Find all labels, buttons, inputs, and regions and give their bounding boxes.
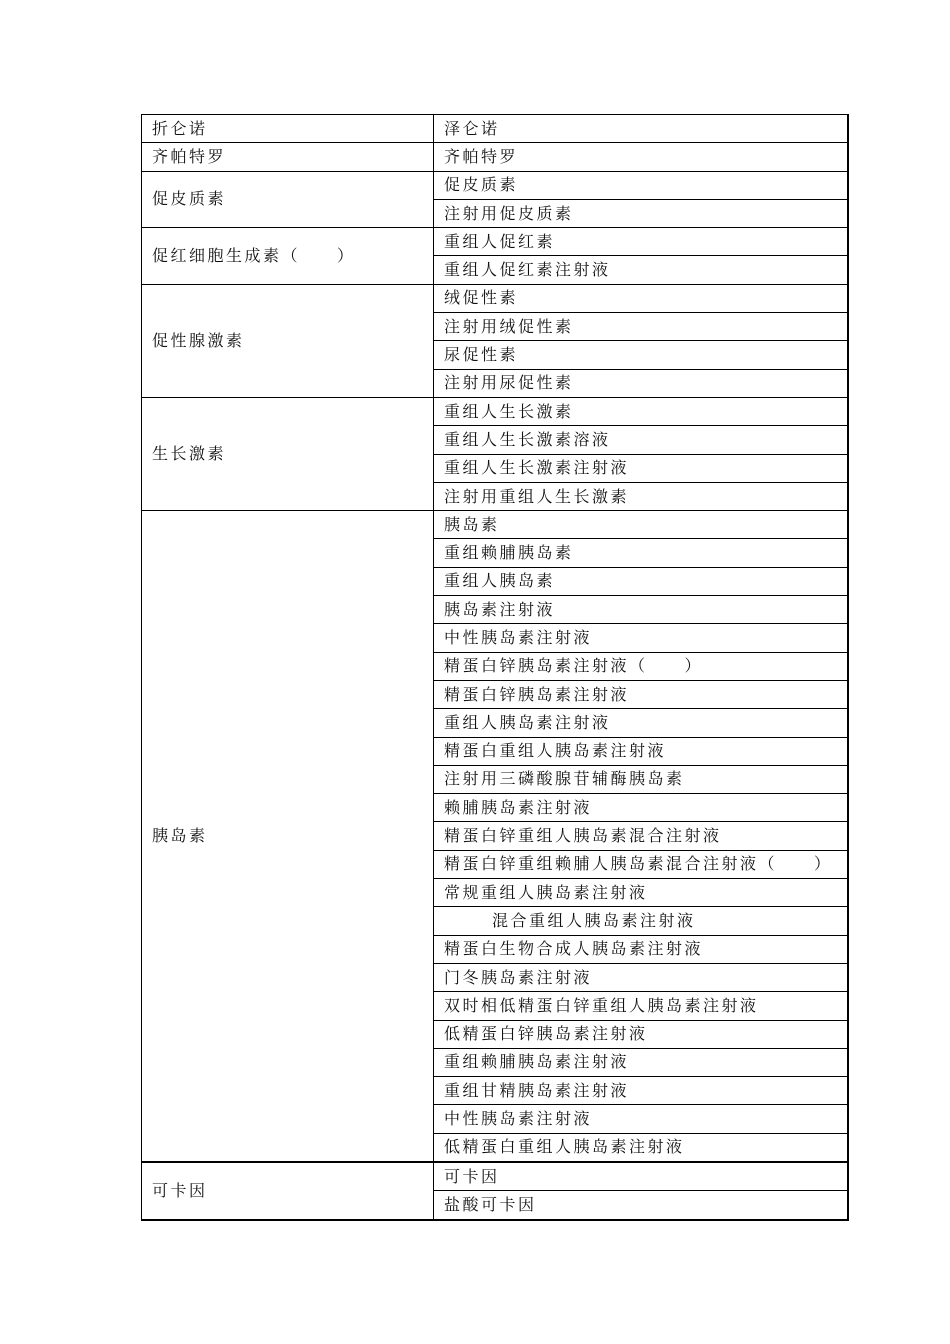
product-name-cell: 混合重组人胰岛素注射液: [434, 907, 849, 935]
group-name-cell: 促红细胞生成素（ ）: [142, 228, 434, 285]
product-name-cell: 常规重组人胰岛素注射液: [434, 879, 849, 907]
product-name-cell: 尿促性素: [434, 341, 849, 369]
product-name-cell: 重组人促红素: [434, 228, 849, 256]
product-name-cell: 重组人生长激素注射液: [434, 454, 849, 482]
product-name-cell: 重组甘精胰岛素注射液: [434, 1077, 849, 1105]
product-name-cell: 可卡因: [434, 1162, 849, 1191]
product-name-cell: 胰岛素: [434, 511, 849, 539]
product-name-cell: 注射用绒促性素: [434, 313, 849, 341]
group-name-cell: 胰岛素: [142, 511, 434, 1162]
drug-name-table: [141, 114, 849, 1221]
product-name-cell: 胰岛素注射液: [434, 596, 849, 624]
product-name-cell: 重组人胰岛素: [434, 567, 849, 595]
product-name-cell: 促皮质素: [434, 171, 849, 199]
group-name-cell: 促性腺激素: [142, 284, 434, 397]
group-name-cell: 齐帕特罗: [142, 143, 434, 171]
product-name-cell: 重组人胰岛素注射液: [434, 709, 849, 737]
table-row: [142, 228, 849, 256]
product-name-cell: 精蛋白重组人胰岛素注射液: [434, 737, 849, 765]
product-name-cell: 盐酸可卡因: [434, 1191, 849, 1220]
product-name-cell: 精蛋白生物合成人胰岛素注射液: [434, 935, 849, 963]
table-body: [142, 115, 849, 1220]
product-name-cell: 绒促性素: [434, 284, 849, 312]
product-name-cell: 重组赖脯胰岛素注射液: [434, 1048, 849, 1076]
product-name-cell: 注射用促皮质素: [434, 199, 849, 227]
product-name-cell: 精蛋白锌重组赖脯人胰岛素混合注射液（ ）: [434, 850, 849, 878]
table-row: [142, 143, 849, 171]
product-name-cell: 赖脯胰岛素注射液: [434, 794, 849, 822]
product-name-cell: 重组人生长激素: [434, 397, 849, 425]
product-name-cell: 双时相低精蛋白锌重组人胰岛素注射液: [434, 992, 849, 1020]
product-name-cell: 低精蛋白锌胰岛素注射液: [434, 1020, 849, 1048]
product-name-cell: 中性胰岛素注射液: [434, 624, 849, 652]
table-row: [142, 397, 849, 425]
table-row: [142, 1162, 849, 1191]
group-name-cell: 生长激素: [142, 397, 434, 510]
product-name-cell: 精蛋白锌胰岛素注射液: [434, 680, 849, 708]
product-name-cell: 重组赖脯胰岛素: [434, 539, 849, 567]
table-row: [142, 284, 849, 312]
group-name-cell: 折仑诺: [142, 115, 434, 143]
product-name-cell: 注射用三磷酸腺苷辅酶胰岛素: [434, 765, 849, 793]
product-name-cell: 重组人促红素注射液: [434, 256, 849, 284]
table-row: [142, 511, 849, 539]
product-name-cell: 门冬胰岛素注射液: [434, 963, 849, 991]
group-name-cell: 促皮质素: [142, 171, 434, 228]
group-name-cell: 可卡因: [142, 1162, 434, 1220]
product-name-cell: 重组人生长激素溶液: [434, 426, 849, 454]
product-name-cell: 精蛋白锌重组人胰岛素混合注射液: [434, 822, 849, 850]
product-name-cell: 注射用重组人生长激素: [434, 482, 849, 510]
table-row: [142, 171, 849, 199]
product-name-cell: 齐帕特罗: [434, 143, 849, 171]
product-name-cell: 中性胰岛素注射液: [434, 1105, 849, 1133]
product-name-cell: 精蛋白锌胰岛素注射液（ ）: [434, 652, 849, 680]
table-row: [142, 115, 849, 143]
product-name-cell: 泽仑诺: [434, 115, 849, 143]
product-name-cell: 低精蛋白重组人胰岛素注射液: [434, 1133, 849, 1162]
product-name-cell: 注射用尿促性素: [434, 369, 849, 397]
